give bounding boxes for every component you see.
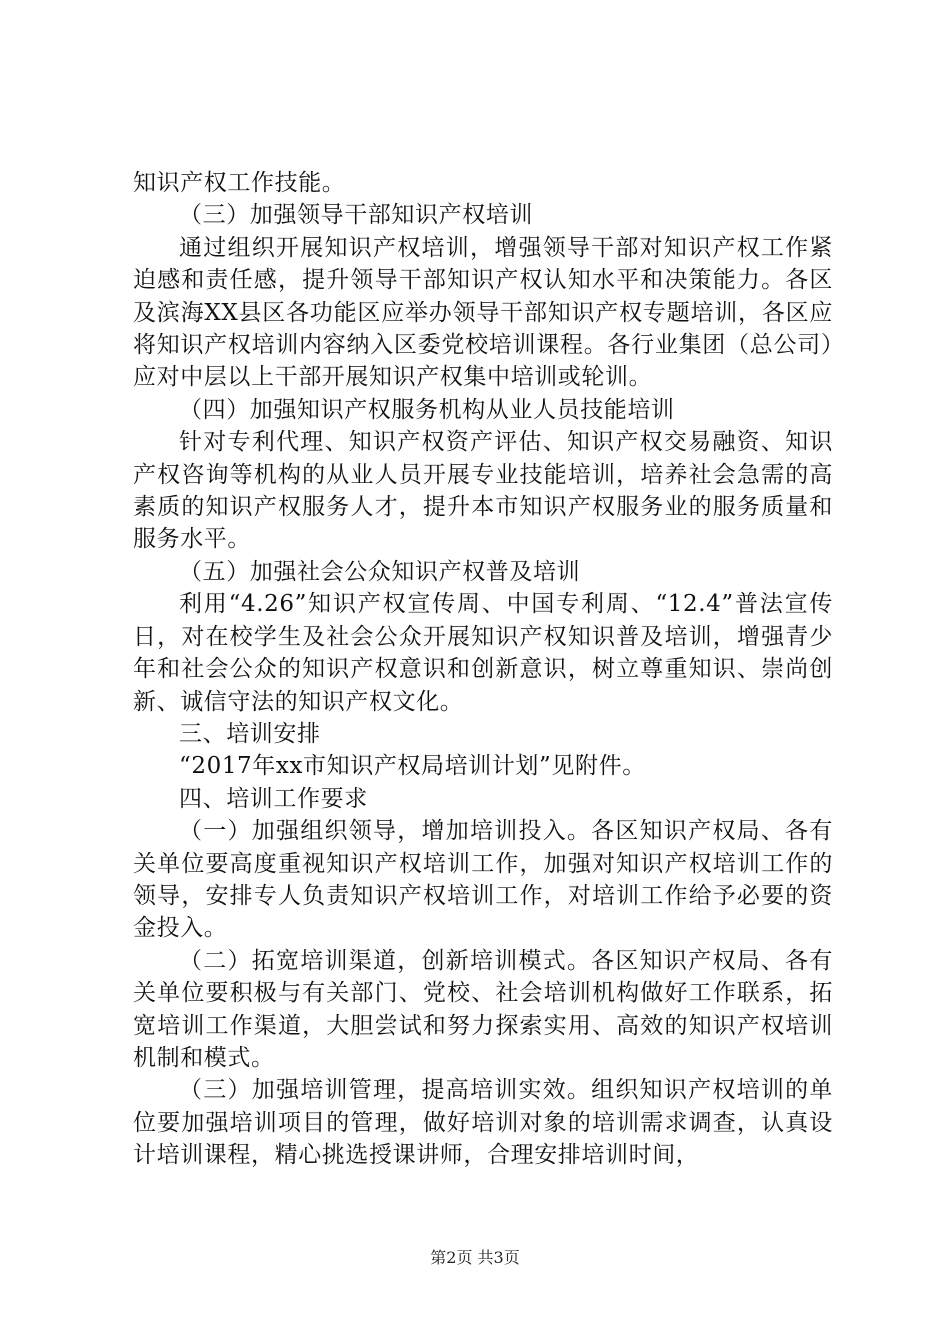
paragraph: （二）拓宽培训渠道，创新培训模式。各区知识产权局、各有关单位要积极与有关部门、党校、社会培训机构做好工作联系，拓宽培训工作渠道，大胆尝试和努力探索实用、高效的知识产权培训机制和模式。 — [133, 947, 833, 1071]
paragraph: （一）加强组织领导，增加培训投入。各区知识产权局、各有关单位要高度重视知识产权培训工作，加强对知识产权培训工作的领导，安排专人负责知识产权培训工作，对培训工作给予必要的资金投入。 — [133, 818, 833, 942]
paragraph-continuation: 知识产权工作技能。 — [133, 170, 346, 196]
paragraph: 针对专利代理、知识产权资产评估、知识产权交易融资、知识产权咨询等机构的从业人员开展专业技能培训，培养社会急需的高素质的知识产权服务人才，提升本市知识产权服务业的服务质量和服务水平。 — [133, 429, 833, 553]
section-heading-4: （四）加强知识产权服务机构从业人员技能培训 — [179, 396, 675, 423]
paragraph: 利用“4.26”知识产权宣传周、中国专利周、“12.4”普法宣传日，对在校学生及社会公众开展知识产权知识普及培训，增强青少年和社会公众的知识产权意识和创新意识，树立尊重知识、崇尚创新、诚信守法的知识产权文化。 — [133, 591, 833, 715]
paragraph: 通过组织开展知识产权培训，增强领导干部对知识产权工作紧迫感和责任感，提升领导干部知识产权认知水平和决策能力。各区及滨海XX县区各功能区应举办领导干部知识产权专题培训，各区应将知识产权培训内容纳入区委党校培训课程。各行业集团（总公司）应对中层以上干部开展知识产权集中培训或轮训。 — [133, 234, 833, 391]
section-heading-5: （五）加强社会公众知识产权普及培训 — [179, 558, 581, 585]
paragraph: “2017年xx市知识产权局培训计划”见附件。 — [179, 753, 646, 780]
document-body — [133, 167, 833, 1172]
paragraph: （三）加强培训管理，提高培训实效。组织知识产权培训的单位要加强培训项目的管理，做好培训对象的培训需求调查，认真设计培训课程，精心挑选授课讲师，合理安排培训时间， — [133, 1077, 833, 1169]
section-heading-3: （三）加强领导干部知识产权培训 — [179, 202, 533, 229]
chapter-heading-requirements: 四、培训工作要求 — [179, 785, 368, 812]
page-footer: 第2页 共3页 — [430, 1248, 520, 1267]
chapter-heading-training-arrangement: 三、培训安排 — [179, 720, 321, 747]
